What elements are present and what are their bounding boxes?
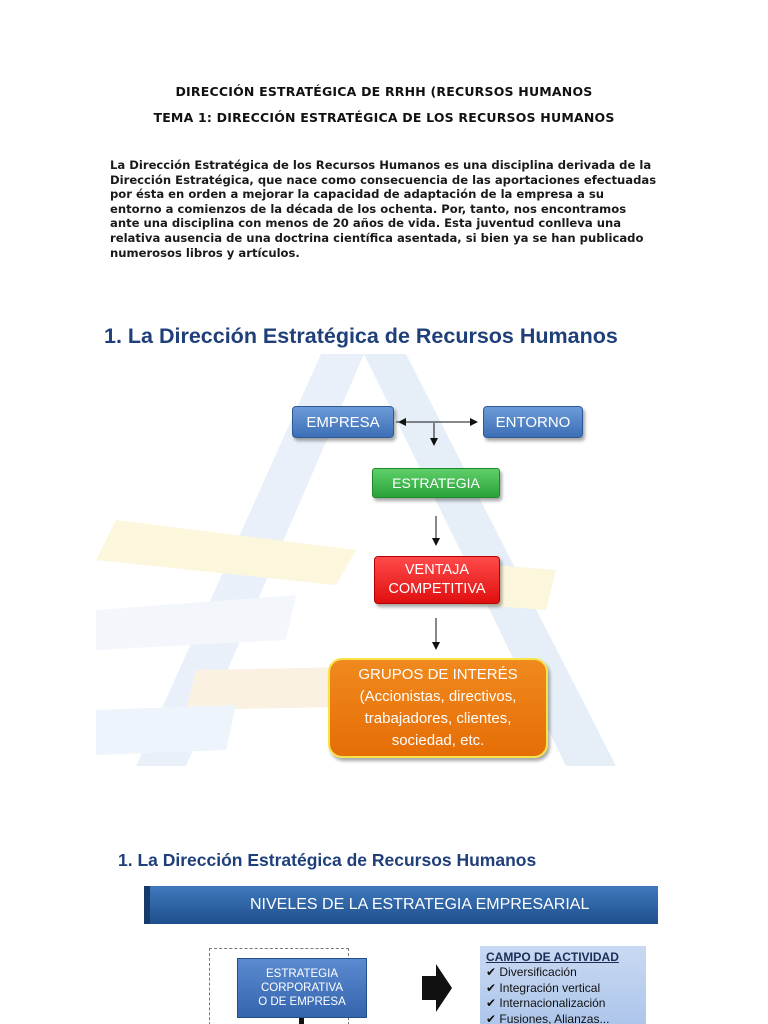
corporativa-line: ESTRATEGIA: [266, 968, 338, 980]
intro-line: La Dirección Estratégica de los Recursos Humanos es una disciplina derivada de la: [110, 158, 652, 172]
grupos-interes-box: [328, 658, 548, 758]
intro-line: numerosos libros y artículos.: [110, 245, 300, 260]
levels-banner: NIVELES DE LA ESTRATEGIA EMPRESARIAL: [144, 886, 658, 924]
grupos-line: trabajadores, clientes,: [364, 710, 512, 727]
campo-item: ✔ Internacionalización: [486, 996, 606, 1010]
intro-line: Dirección Estratégica, que nace como consecuencia de las aportaciones efectuadas: [110, 172, 657, 187]
ventaja-line: COMPETITIVA: [388, 581, 486, 597]
ventaja-line: VENTAJA: [404, 562, 470, 578]
grupos-line: (Accionistas, directivos,: [359, 688, 517, 705]
corporativa-line: O DE EMPRESA: [258, 996, 346, 1008]
campo-item: ✔ Fusiones, Alianzas...: [486, 1011, 610, 1024]
slide-strategy-levels: [96, 840, 668, 1024]
intro-line: ante una disciplina con menos de 20 años de vida. Esta juventud conlleva una: [110, 216, 622, 231]
empresa-box: EMPRESA: [292, 406, 394, 438]
ventaja-competitiva-box: [374, 556, 500, 604]
campo-item: ✔ Integración vertical: [486, 980, 601, 995]
slide-title: 1. La Dirección Estratégica de Recursos Humanos: [118, 850, 537, 870]
intro-paragraph: [110, 158, 658, 260]
entorno-box: ENTORNO: [483, 406, 583, 438]
campo-item: ✔ Diversificación: [486, 965, 577, 979]
corporativa-line: CORPORATIVA: [261, 982, 343, 994]
document-title: DIRECCIÓN ESTRATÉGICA DE RRHH (RECURSOS HUMANOS: [175, 84, 593, 99]
intro-line: entorno a comienzos de la década de los ochenta. Por, tanto, nos encontramos: [110, 201, 627, 216]
slide-title: 1. La Dirección Estratégica de Recursos Humanos: [104, 324, 618, 348]
intro-line: por ésta en orden a mejorar la capacidad de adaptación de la empresa a su: [110, 187, 605, 202]
grupos-line: GRUPOS DE INTERÉS: [358, 666, 518, 683]
grupos-line: sociedad, etc.: [391, 732, 485, 749]
document-subtitle: TEMA 1: DIRECCIÓN ESTRATÉGICA DE LOS RECURSOS HUMANOS: [153, 110, 615, 125]
slide-diagram-strategy: [96, 310, 668, 766]
estrategia-box: ESTRATEGIA: [372, 468, 500, 498]
campo-actividad-box: [480, 946, 646, 1024]
intro-line: relativa ausencia de una doctrina científica asentada, si bien ya se han publicado: [110, 230, 644, 245]
campo-heading: CAMPO DE ACTIVIDAD: [486, 950, 619, 964]
